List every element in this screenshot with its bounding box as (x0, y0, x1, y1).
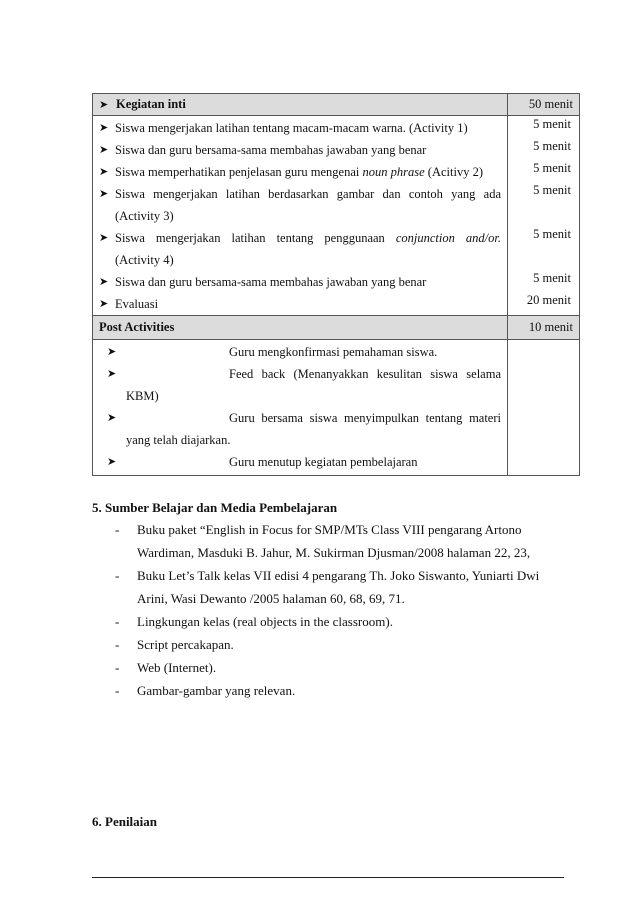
duration-value: 5 menit (533, 117, 571, 131)
post-activities-body-row (93, 340, 580, 476)
resource-list (115, 518, 539, 702)
arrow-bullet-icon: ➤ (99, 143, 109, 156)
list-item: ➤ Feed back (Menanyakkan kesulitan siswa selama KBM) (93, 363, 507, 407)
duration-value: 20 menit (526, 293, 571, 307)
post-activities-time: 10 menit (528, 320, 573, 334)
footer-rule (92, 877, 564, 878)
list-item: ➤ Siswa dan guru bersama-sama membahas jawaban yang benar (93, 139, 507, 161)
arrow-bullet-icon: ➤ (107, 367, 117, 380)
list-item: ➤ Siswa mengerjakan latihan tentang penggunaan conjunction and/or. (Activity 4) (93, 227, 507, 271)
list-item: ➤ Guru menutup kegiatan pembelajaran (93, 451, 507, 473)
kegiatan-inti-time: 50 menit (528, 97, 573, 111)
duration-value: 5 menit (533, 161, 571, 175)
arrow-bullet-icon: ➤ (99, 297, 109, 310)
arrow-bullet-icon: ➤ (107, 455, 117, 468)
dash-bullet-icon: - (115, 568, 120, 583)
dash-bullet-icon: - (115, 614, 120, 629)
arrow-bullet-icon: ➤ (99, 187, 109, 200)
section-5-title: 5. Sumber Belajar dan Media Pembelajaran (92, 500, 338, 515)
activity-table (92, 93, 580, 476)
list-item: ➤ Guru mengkonfirmasi pemahaman siswa. (93, 341, 507, 363)
list-item: - Gambar-gambar yang relevan. (115, 679, 539, 702)
list-item: - Buku Let’s Talk kelas VII edisi 4 pengarang Th. Joko Siswanto, Yuniarti Dwi Arini, Wasi Dewanto /2005 halaman 60, 68, 69, 71. (115, 564, 539, 610)
list-item: - Script percakapan. (115, 633, 539, 656)
duration-value: 5 menit (533, 139, 571, 153)
post-activities-label: Post Activities (99, 320, 175, 334)
duration-value: 5 menit (533, 183, 571, 197)
dash-bullet-icon: - (115, 660, 120, 675)
arrow-bullet-icon: ➤ (107, 411, 117, 424)
dash-bullet-icon: - (115, 683, 120, 698)
arrow-bullet-icon: ➤ (99, 98, 109, 111)
arrow-bullet-icon: ➤ (99, 231, 109, 244)
kegiatan-inti-body-row (93, 116, 580, 316)
duration-column (508, 116, 579, 315)
post-activities-header-row (93, 316, 580, 340)
list-item: - Web (Internet). (115, 656, 539, 679)
list-item: ➤ Evaluasi (93, 293, 507, 315)
duration-value: 5 menit (533, 227, 571, 241)
duration-value: 5 menit (533, 271, 571, 285)
arrow-bullet-icon: ➤ (99, 165, 109, 178)
dash-bullet-icon: - (115, 522, 120, 537)
list-item: ➤ Siswa mengerjakan latihan berdasarkan gambar dan contoh yang ada (Activity 3) (93, 183, 507, 227)
list-item: - Buku paket “English in Focus for SMP/MTs Class VIII pengarang Artono Wardiman, Masduki B. Jahur, M. Sukirman Djusman/2008 halaman 22, 23, (115, 518, 539, 564)
list-item: ➤ Siswa dan guru bersama-sama membahas jawaban yang benar (93, 271, 507, 293)
list-item: ➤ Siswa memperhatikan penjelasan guru mengenai noun phrase (Acitivy 2) (93, 161, 507, 183)
arrow-bullet-icon: ➤ (99, 121, 109, 134)
arrow-bullet-icon: ➤ (99, 275, 109, 288)
arrow-bullet-icon: ➤ (107, 345, 117, 358)
kegiatan-inti-label: Kegiatan inti (116, 97, 186, 111)
dash-bullet-icon: - (115, 637, 120, 652)
section-6-title: 6. Penilaian (92, 814, 158, 829)
list-item: ➤ Guru bersama siswa menyimpulkan tentang materi yang telah diajarkan. (93, 407, 507, 451)
list-item: ➤ Siswa mengerjakan latihan tentang macam-macam warna. (Activity 1) (93, 117, 507, 139)
list-item: - Lingkungan kelas (real objects in the classroom). (115, 610, 539, 633)
kegiatan-inti-header-row (93, 94, 580, 116)
